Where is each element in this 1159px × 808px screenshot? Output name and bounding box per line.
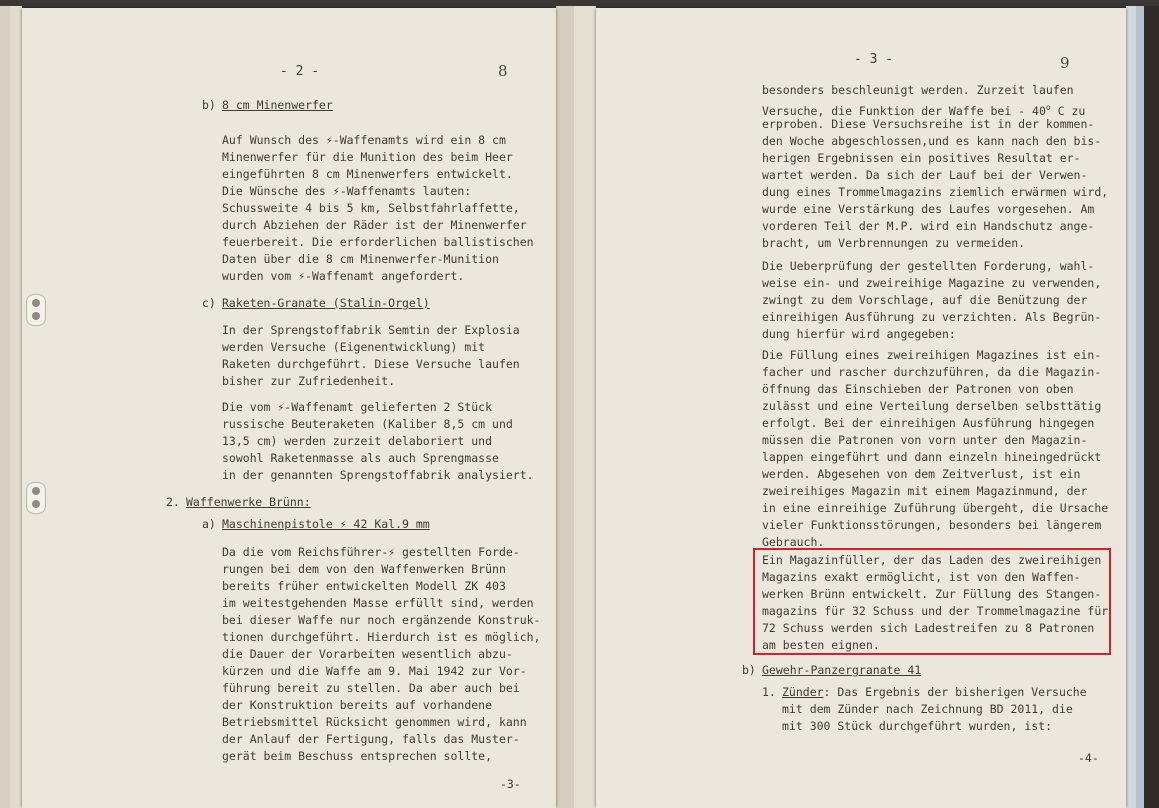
item-line: mit dem Zünder nach Zeichnung BD 2011, die: [782, 702, 1073, 716]
para-line: einreihigen Ausführung zu verzichten. Als Begrün-: [762, 310, 1102, 324]
para-line: herigen Ergebnissen ein positives Resultat er-: [762, 151, 1081, 165]
page-number: - 3 -: [854, 52, 894, 67]
section-b-line: Minenwerfer für die Munition des beim Heer: [222, 150, 513, 164]
section-2a-line: Betriebsmittel Rücksicht genommen wird, kann: [222, 715, 527, 729]
item-line: [782, 684, 1087, 701]
section-b-line: Auf Wunsch des ⚡-Waffenamts wird ein 8 cm: [222, 133, 506, 147]
para-line-text: C zu: [1050, 104, 1086, 118]
highlighted-para-line: Magazins exakt ermöglicht, ist von den Waffen-: [762, 570, 1081, 584]
highlighted-para-line: 72 Schuss werden sich Ladestreifen zu 8 Patronen: [762, 621, 1095, 635]
para-line-text: Versuche, die Funktion der Waffe bei - 40: [762, 104, 1046, 118]
left-page: [22, 8, 556, 808]
section-2a-line: tionen durchgeführt. Hierdurch ist es möglich,: [222, 630, 541, 644]
para-line: lappen eingeführt und dann einzeln hineingedrückt: [762, 450, 1102, 464]
section-2a-line: bereits früher entwickelten Modell ZK 403: [222, 579, 506, 593]
punch-reinforcement: [26, 482, 46, 514]
para-line: bracht, um Verbrennungen zu vermeiden.: [762, 236, 1026, 250]
para-line: Die Ueberprüfung der gestellten Forderung, wahl-: [762, 259, 1095, 273]
highlight-box: [753, 548, 1111, 655]
punch-hole-icon: [32, 299, 40, 307]
section-b-line: durch Abziehen der Räder ist der Minenwerfer: [222, 218, 527, 232]
para-line: müssen die Patronen von vorn unter den Magazin-: [762, 433, 1088, 447]
item-label: Zünder: [782, 685, 824, 699]
section-b-line: eingeführten 8 cm Minenwerfers entwickelt.: [222, 167, 513, 181]
item-prefix: 1.: [762, 685, 776, 699]
para-line: zwingt zu dem Vorschlage, auf die Benützung der: [762, 293, 1088, 307]
highlighted-para-line: Ein Magazinfüller, der das Laden des zweireihigen: [762, 553, 1102, 567]
section-b-prefix: b): [202, 98, 216, 112]
punch-hole-icon: [32, 312, 40, 320]
item-text: : Das Ergebnis der bisherigen Versuche: [823, 685, 1087, 699]
section-2a-line: die Dauer der Vorarbeiten wesentlich abzu-: [222, 647, 513, 661]
page-edge-right: [1126, 6, 1136, 808]
section-2a-line: bei dieser Waffe nur noch ergänzende Konstruk-: [222, 613, 541, 627]
page-number: - 2 -: [280, 64, 320, 79]
gutter-page: [574, 6, 596, 808]
para-line: dung hierfür wird angegeben:: [762, 327, 956, 341]
cover-edge-right: [1136, 6, 1144, 808]
degree-symbol: o: [1045, 103, 1051, 112]
section-c-line: Die vom ⚡-Waffenamt gelieferten 2 Stück: [222, 400, 493, 414]
para-line: erproben. Diese Versuchsreihe ist in der kommen-: [762, 117, 1095, 131]
section-c-line: werden Versuche (Eigenentwicklung) mit: [222, 340, 486, 354]
para-line: wurde eine Verstärkung des Laufes vorgesehen. Am: [762, 202, 1095, 216]
book-edge-left: [0, 6, 10, 808]
section-c-line: Raketen durchgeführt. Diese Versuche laufen: [222, 357, 520, 371]
para-line: vieler Funktionsstörungen, besonders bei längerem: [762, 518, 1102, 532]
para-line: den Woche abgeschlossen,und es kann nach den bis-: [762, 134, 1102, 148]
para-line: wartet werden. Da sich der Lauf bei der Verwen-: [762, 168, 1088, 182]
section-b-line: wurden vom ⚡-Waffenamt angefordert.: [222, 269, 465, 283]
para-line: Gebrauch.: [762, 535, 825, 549]
section-b-prefix: b): [742, 663, 756, 677]
section-2a-line: Da die vom Reichsführer-⚡ gestellten Forde-: [222, 545, 520, 559]
section-c-prefix: c): [202, 296, 216, 310]
highlighted-para-line: werken Brünn entwickelt. Zur Füllung des Stangen-: [762, 587, 1102, 601]
section-2a-line: im weitestgehenden Masse erfüllt sind, werden: [222, 596, 534, 610]
para-line: besonders beschleunigt werden. Zurzeit laufen: [762, 83, 1074, 97]
para-line: facher und rascher durchzuführen, da die Magazin-: [762, 365, 1102, 379]
section-2a-prefix: a): [202, 517, 216, 531]
page-footer: -3-: [500, 777, 521, 791]
punch-reinforcement: [26, 294, 46, 326]
section-2a-line: rungen bei dem von den Waffenwerken Brünn: [222, 562, 506, 576]
para-line: öffnung das Einschieben der Patronen von oben: [762, 382, 1074, 396]
section-b-line: Daten über die 8 cm Minenwerfer-Munition: [222, 252, 499, 266]
section-c-line: In der Sprengstoffabrik Semtin der Explosia: [222, 323, 520, 337]
section-b-line: feuerbereit. Die erforderlichen ballistischen: [222, 235, 534, 249]
section-2a-line: der Anlauf der Fertigung, falls das Muster-: [222, 732, 520, 746]
section-2a-line: kürzen und die Waffe am 9. Mai 1942 zur Vor-: [222, 664, 527, 678]
section-2-heading: Waffenwerke Brünn:: [186, 495, 311, 509]
para-line: werden. Abgesehen von dem Zeitverlust, ist ein: [762, 467, 1081, 481]
para-line: zweireihiges Magazin mit einem Magazinmund, der: [762, 484, 1088, 498]
punch-hole-icon: [32, 500, 40, 508]
section-c-line: sowohl Raketenmasse als auch Sprengmasse: [222, 451, 499, 465]
section-2a-line: gerät beim Beschuss entsprechen sollte,: [222, 749, 493, 763]
section-2-prefix: 2.: [166, 495, 180, 509]
section-c-line: 13,5 cm) werden zurzeit delaboriert und: [222, 434, 493, 448]
punch-hole-icon: [32, 487, 40, 495]
para-line: in eine einreihige Zuführung übergeht, die Ursache: [762, 501, 1109, 515]
para-line: erfolgt. Bei der einreihigen Ausführung hingegen: [762, 416, 1095, 430]
section-2a-line: führung bereit zu stellen. Da aber auch bei: [222, 681, 520, 695]
para-line: weise ein- und zweireihige Magazine zu verwenden,: [762, 276, 1102, 290]
section-b-heading: Gewehr-Panzergranate 41: [762, 663, 922, 677]
highlighted-para-line: am besten eignen.: [762, 638, 880, 652]
section-c-line: in der genannten Sprengstoffabrik analysiert.: [222, 468, 534, 482]
section-b-heading: 8 cm Minenwerfer: [222, 98, 333, 112]
gutter-shadow: [556, 6, 574, 808]
book-edge-left-inner: [10, 6, 22, 808]
section-c-line: russische Beuteraketen (Kaliber 8,5 cm und: [222, 417, 513, 431]
handwritten-page-number: 8: [498, 62, 508, 80]
section-c-heading: Raketen-Granate (Stalin-Orgel): [222, 296, 430, 310]
item-line: mit 300 Stück durchgeführt wurden, ist:: [782, 719, 1053, 733]
highlighted-para-line: magazins für 32 Schuss und der Trommelmagazine für: [762, 604, 1109, 618]
para-line: vorderen Teil der M.P. wird ein Handschutz ange-: [762, 219, 1095, 233]
section-2a-heading: Maschinenpistole ⚡ 42 Kal.9 mm: [222, 517, 430, 531]
para-line: dung eines Trommelmagazins ziemlich erwärmen wird,: [762, 185, 1109, 199]
section-b-line: Schussweite 4 bis 5 km, Selbstfahrlaffette,: [222, 201, 520, 215]
page-footer: -4-: [1078, 751, 1099, 765]
section-b-line: Die Wünsche des ⚡-Waffenamts lauten:: [222, 184, 472, 198]
para-line: zulässt und eine Verteilung derselben selbsttätig: [762, 399, 1102, 413]
para-line: Die Füllung eines zweireihigen Magazines ist ein-: [762, 348, 1102, 362]
right-page: [596, 8, 1126, 808]
handwritten-page-number: 9: [1060, 54, 1070, 72]
section-2a-line: der Konstruktion bereits auf vorhandene: [222, 698, 493, 712]
background-right: [1144, 6, 1159, 808]
section-c-line: bisher zur Zufriedenheit.: [222, 374, 396, 388]
